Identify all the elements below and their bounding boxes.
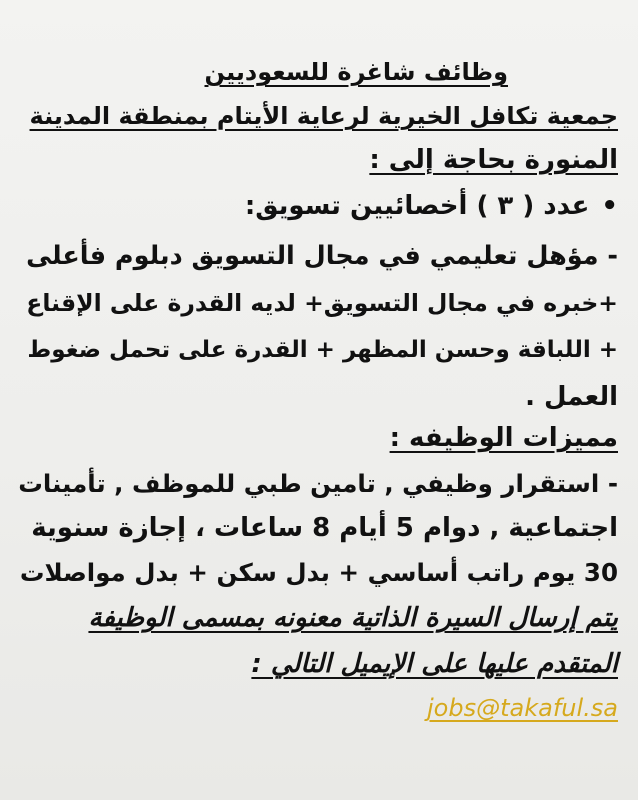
requirement-line-2: +خبره في مجال التسويق+ لديه القدرة على الإقناع [26,289,618,317]
requirement-line-4: العمل . [525,382,618,412]
requirement-line-1: - مؤهل تعليمي في مجال التسويق دبلوم فأعلى [26,241,618,271]
benefits-heading: مميزات الوظيفه : [389,423,618,453]
benefit-line-2: اجتماعية , دوام 5 أيام 8 ساعات ، إجازة سنوية [31,513,618,543]
organization-line-2: المنورة بحاجة إلى : [369,145,618,175]
apply-instructions-line-2: المتقدم عليها على الإيميل التالي : [251,649,618,679]
organization-line-1: جمعية تكافل الخيرية لرعاية الأيتام بمنطقة المدينة [29,102,618,130]
ad-title: وظائف شاغرة للسعوديين [204,58,508,86]
benefit-line-3: 30 يوم راتب أساسي + بدل سكن + بدل مواصلات [19,558,618,587]
benefit-line-1: - استقرار وظيفي , تامين طبي للموظف , تأمينات [18,469,618,498]
position-count-bullet: • عدد ( ٣ ) أخصائيين تسويق: [245,186,618,226]
requirement-line-3: + اللباقة وحسن المظهر + القدرة على تحمل ضغوط [27,337,618,363]
job-ad-document [18,0,618,800]
apply-email-link[interactable]: jobs@takaful.sa [427,694,618,722]
apply-instructions-line-1: يتم إرسال السيرة الذاتية معنونه بمسمى الوظيفة [88,603,618,633]
